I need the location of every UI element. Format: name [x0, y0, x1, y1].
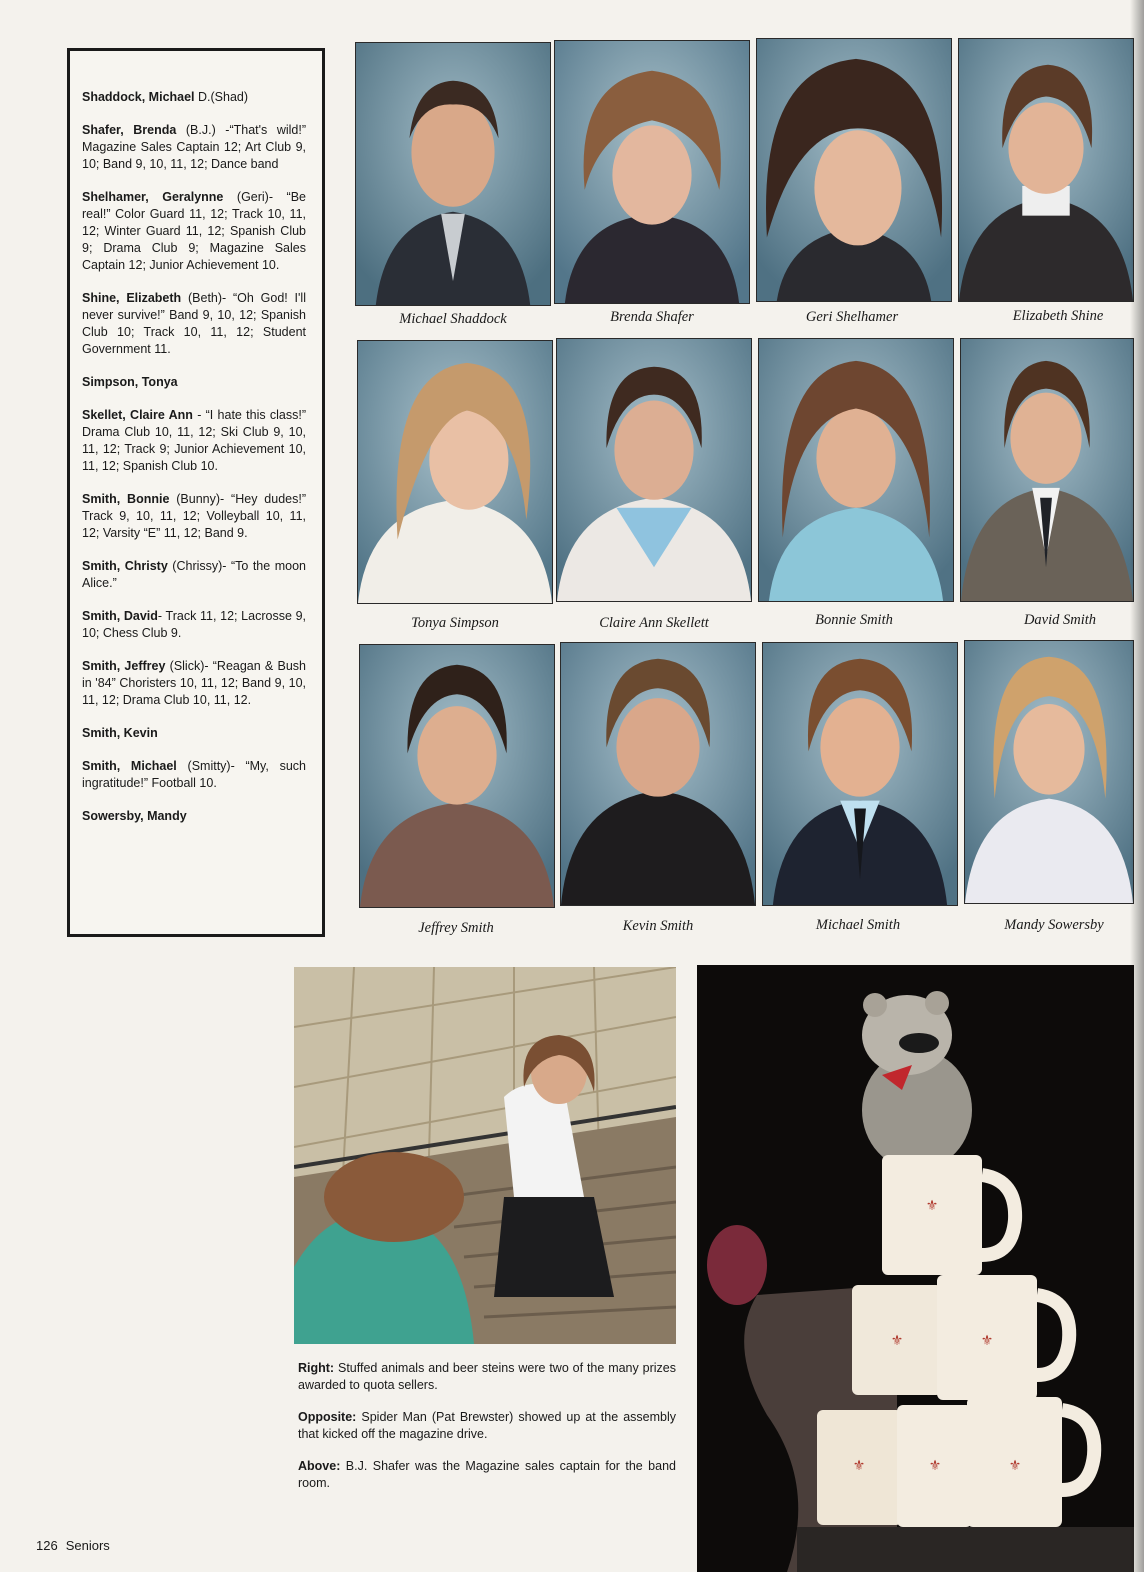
photo-captions	[298, 1360, 676, 1507]
bio-entry	[82, 725, 306, 742]
portrait-photo	[556, 338, 752, 602]
portrait-photo	[554, 40, 750, 304]
bio-entry	[82, 558, 306, 592]
bio-name: Smith, Jeffrey	[82, 659, 166, 673]
bio-entry	[82, 491, 306, 542]
caption-label: Opposite:	[298, 1410, 357, 1424]
bio-text: - Track 11, 12; Lacrosse 9, 10; Chess Club 9.	[82, 609, 306, 640]
bio-entry	[82, 758, 306, 792]
svg-text:⚜: ⚜	[852, 1459, 866, 1474]
portrait-caption: Mandy Sowersby	[1004, 917, 1104, 933]
bio-text: (Beth)- “Oh God! I'll never survive!” Band 9, 10, 12; Spanish Club 10; Track 10, 11, 12; Student Government 11.	[82, 291, 306, 356]
bio-entry	[82, 290, 306, 358]
binding-shadow	[1130, 0, 1144, 1572]
bio-name: Smith, David	[82, 609, 158, 623]
bio-name: Smith, Christy	[82, 559, 168, 573]
bio-text: (Slick)- “Reagan & Bush in '84” Choristers 10, 11, 12; Band 9, 10, 11, 12; Drama Club 10, 11, 12.	[82, 659, 306, 707]
bio-text: (Bunny)- “Hey dudes!” Track 9, 10, 11, 12; Volleyball 10, 11, 12; Varsity “E” 11, 12; Band 9.	[82, 492, 306, 540]
caption-label: Right:	[298, 1361, 335, 1375]
bio-entry	[82, 658, 306, 709]
bio-entry	[82, 808, 306, 825]
page-number: 126	[36, 1538, 58, 1553]
portrait-caption: Claire Ann Skellett	[599, 615, 709, 631]
section-name: Seniors	[65, 1538, 110, 1553]
svg-text:⚜: ⚜	[928, 1459, 942, 1474]
bio-name: Shaddock, Michael	[82, 90, 195, 104]
portrait-photo	[357, 340, 553, 604]
portrait-photo	[964, 640, 1134, 904]
svg-text:⚜: ⚜	[925, 1199, 939, 1214]
bio-text: D.(Shad)	[198, 90, 249, 104]
bio-name: Shelhamer, Geralynne	[82, 190, 224, 204]
bio-text: (B.J.) -“That's wild!” Magazine Sales Captain 12; Art Club 9, 10; Band 9, 10, 11, 12; Dance band	[82, 123, 306, 171]
bio-text: (Geri)- “Be real!” Color Guard 11, 12; Track 10, 11, 12; Winter Guard 11, 12; Spanish Club 9; Drama Club 9; Magazine Sales Captain 12; Junior Achievement 10.	[82, 190, 306, 272]
bio-text: (Chrissy)- “To the moon Alice.”	[82, 559, 306, 590]
portrait-caption: Kevin Smith	[622, 918, 694, 934]
candid-photo-prizes	[697, 965, 1134, 1572]
svg-text:⚜: ⚜	[890, 1334, 904, 1349]
bio-entry	[82, 374, 306, 391]
caption-text: B.J. Shafer was the Magazine sales captain for the band room.	[298, 1459, 676, 1490]
bio-entry	[82, 122, 306, 173]
portrait-caption: Michael Smith	[815, 917, 901, 933]
bio-entry	[82, 89, 306, 106]
portrait-photo	[762, 642, 958, 906]
bio-text: - “I hate this class!” Drama Club 10, 11, 12; Ski Club 9, 10, 11, 12; Track 9; Junior Achievement 10, 11, 12; Spanish Club 10.	[82, 408, 306, 473]
portrait-caption: Tonya Simpson	[411, 615, 499, 631]
caption-text: Stuffed animals and beer steins were two of the many prizes awarded to quota sellers.	[298, 1361, 676, 1392]
portrait-caption: Jeffrey Smith	[418, 920, 494, 936]
svg-text:⚜: ⚜	[980, 1334, 994, 1349]
portrait-caption: Bonnie Smith	[815, 612, 893, 628]
portrait-photo	[958, 38, 1134, 302]
senior-bio-box	[67, 48, 325, 937]
bio-text: (Smitty)- “My, such ingratitude!” Football 10.	[82, 759, 306, 790]
portrait-caption: Elizabeth Shine	[1012, 308, 1104, 324]
portrait-photo	[960, 338, 1134, 602]
portrait-photo	[756, 38, 952, 302]
caption-label: Above:	[298, 1459, 341, 1473]
bio-name: Skellet, Claire Ann	[82, 408, 193, 422]
portrait-photo	[355, 42, 551, 306]
photo-caption	[298, 1360, 676, 1394]
bio-name: Smith, Kevin	[82, 726, 158, 740]
portrait-photo	[758, 338, 954, 602]
bio-name: Smith, Bonnie	[82, 492, 170, 506]
portrait-caption: Brenda Shafer	[610, 309, 694, 325]
portrait-photo	[560, 642, 756, 906]
bio-name: Simpson, Tonya	[82, 375, 178, 389]
caption-text: Spider Man (Pat Brewster) showed up at the assembly that kicked off the magazine drive.	[298, 1410, 676, 1441]
photo-caption	[298, 1458, 676, 1492]
bio-name: Shine, Elizabeth	[82, 291, 182, 305]
page-folio	[36, 1538, 118, 1553]
portrait-photo	[359, 644, 555, 908]
bio-entry	[82, 407, 306, 475]
svg-text:⚜: ⚜	[1008, 1459, 1022, 1474]
portrait-caption: David Smith	[1023, 612, 1097, 628]
portrait-caption: Michael Shaddock	[399, 311, 507, 327]
bio-entry	[82, 189, 306, 274]
bio-name: Shafer, Brenda	[82, 123, 177, 137]
bio-entry	[82, 608, 306, 642]
bio-name: Sowersby, Mandy	[82, 809, 187, 823]
candid-photo-stairwell	[294, 967, 676, 1344]
portrait-caption: Geri Shelhamer	[805, 309, 899, 325]
photo-caption	[298, 1409, 676, 1443]
bio-name: Smith, Michael	[82, 759, 177, 773]
